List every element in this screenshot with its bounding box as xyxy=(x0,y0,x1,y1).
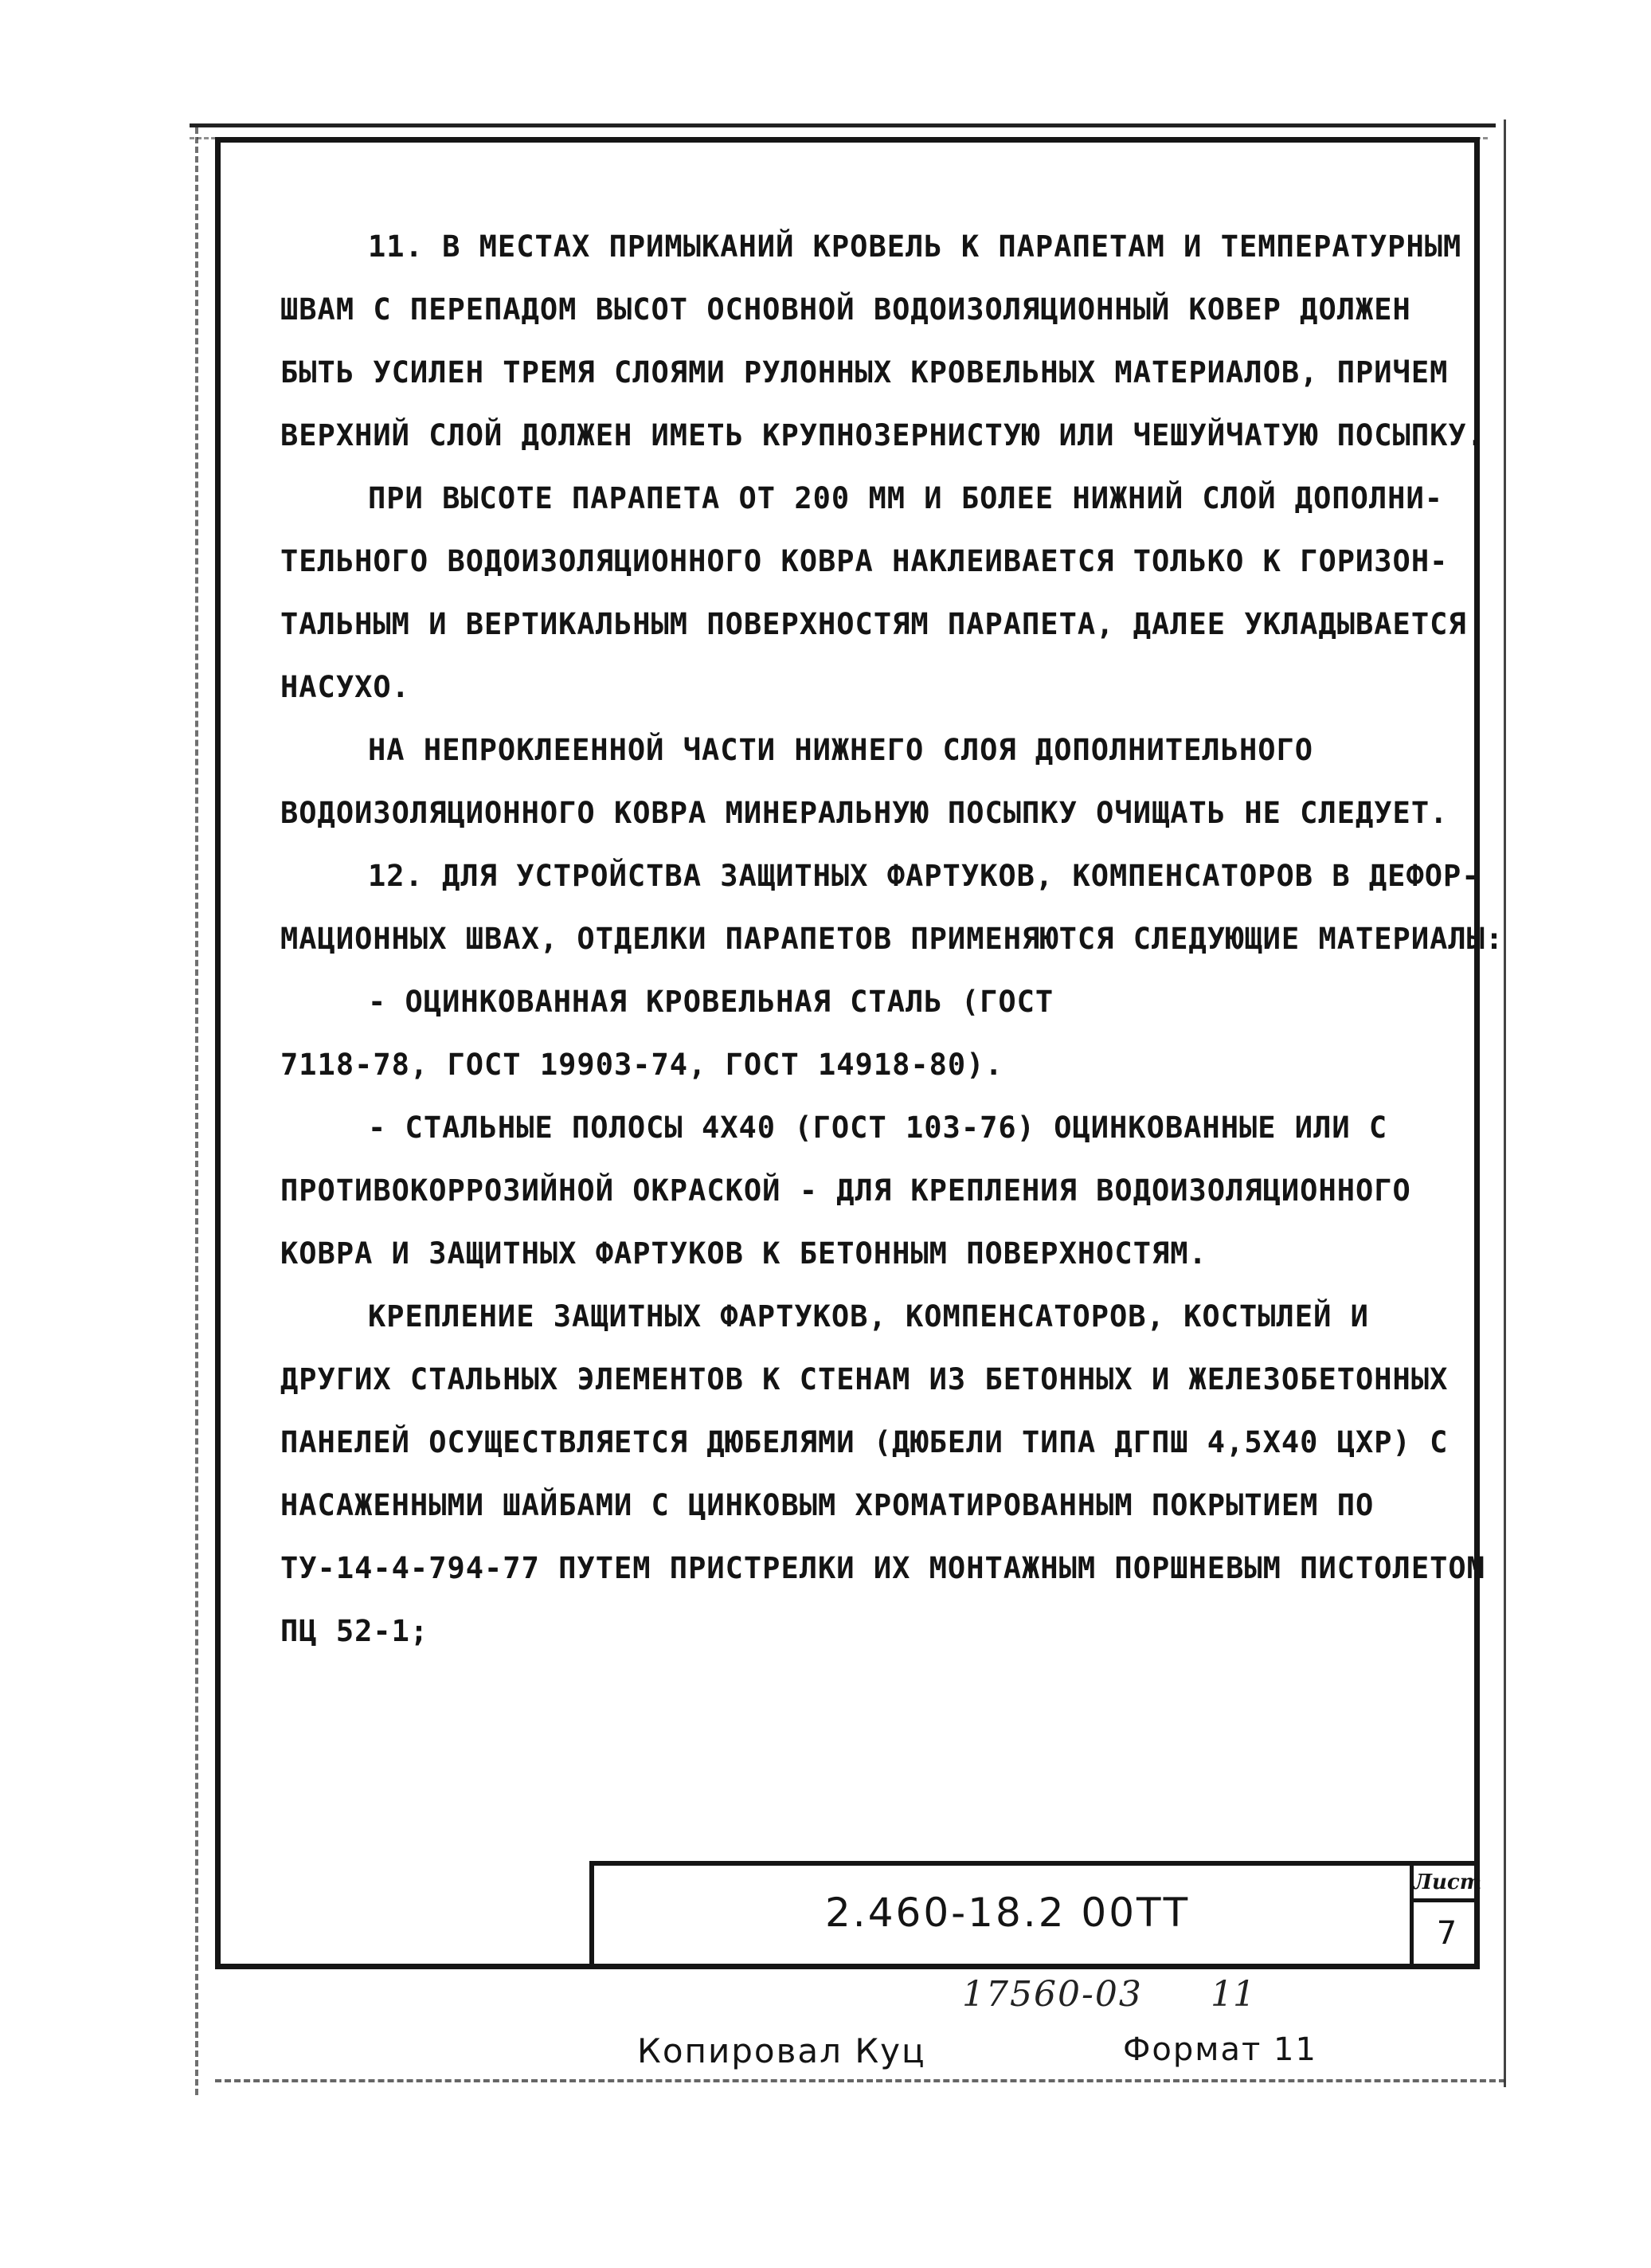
text-line: 12. ДЛЯ УСТРОЙСТВА ЗАЩИТНЫХ ФАРТУКОВ, КОМПЕНСАТОРОВ В ДЕФОР- xyxy=(368,859,1481,893)
text-line: НАСУХО. xyxy=(280,670,410,704)
text-line: - ОЦИНКОВАННАЯ КРОВЕЛЬНАЯ СТАЛЬ (ГОСТ xyxy=(368,985,1054,1019)
bottom-edge-line xyxy=(215,2079,1505,2082)
sheet-label: Лист xyxy=(1414,1866,1480,1902)
document-code: 2.460-18.2 00ТТ xyxy=(825,1890,1191,1936)
scan-edge-right xyxy=(1504,119,1506,2087)
paragraph-12 xyxy=(280,844,1504,970)
paragraph-steel xyxy=(280,970,1459,1096)
title-block xyxy=(589,1861,1480,1969)
text-line: ДРУГИХ СТАЛЬНЫХ ЭЛЕМЕНТОВ К СТЕНАМ ИЗ БЕТОННЫХ И ЖЕЛЕЗОБЕТОННЫХ xyxy=(280,1362,1449,1396)
sheet-number: 7 xyxy=(1436,1915,1457,1952)
paragraph-strips xyxy=(280,1096,1459,1285)
text-line: БЫТЬ УСИЛЕН ТРЕМЯ СЛОЯМИ РУЛОННЫХ КРОВЕЛЬНЫХ МАТЕРИАЛОВ, ПРИЧЕМ xyxy=(280,355,1449,390)
text-line: МАЦИОННЫХ ШВАХ, ОТДЕЛКИ ПАРАПЕТОВ ПРИМЕНЯЮТСЯ СЛЕДУЮЩИЕ МАТЕРИАЛЫ: xyxy=(280,922,1504,956)
paragraph-unglued xyxy=(280,719,1459,844)
text-line: НА НЕПРОКЛЕЕННОЙ ЧАСТИ НИЖНЕГО СЛОЯ ДОПОЛНИТЕЛЬНОГО xyxy=(368,733,1314,767)
text-line: ТУ-14-4-794-77 ПУТЕМ ПРИСТРЕЛКИ ИХ МОНТАЖНЫМ ПОРШНЕВЫМ ПИСТОЛЕТОМ xyxy=(280,1551,1485,1585)
text-line: 11. В МЕСТАХ ПРИМЫКАНИЙ КРОВЕЛЬ К ПАРАПЕТАМ И ТЕМПЕРАТУРНЫМ xyxy=(368,229,1462,264)
text-line: ПАНЕЛЕЙ ОСУЩЕСТВЛЯЕТСЯ ДЮБЕЛЯМИ (ДЮБЕЛИ ТИПА ДГПШ 4,5Х40 ЦХР) С xyxy=(280,1425,1449,1459)
inventory-part: 11 xyxy=(1211,1974,1255,2015)
document-body xyxy=(280,215,1504,1663)
text-line: НАСАЖЕННЫМИ ШАЙБАМИ С ЦИНКОВЫМ ХРОМАТИРОВАННЫМ ПОКРЫТИЕМ ПО xyxy=(280,1488,1375,1522)
text-line: КРЕПЛЕНИЕ ЗАЩИТНЫХ ФАРТУКОВ, КОМПЕНСАТОРОВ, КОСТЫЛЕЙ И xyxy=(368,1299,1369,1334)
text-line: ПРИ ВЫСОТЕ ПАРАПЕТА ОТ 200 ММ И БОЛЕЕ НИЖНИЙ СЛОЙ ДОПОЛНИ- xyxy=(368,481,1444,515)
text-line: КОВРА И ЗАЩИТНЫХ ФАРТУКОВ К БЕТОННЫМ ПОВЕРХНОСТЯМ. xyxy=(280,1236,1207,1271)
scan-edge-top xyxy=(190,123,1496,127)
inventory-number: 17560-03 xyxy=(962,1974,1143,2015)
text-line: ПРОТИВОКОРРОЗИЙНОЙ ОКРАСКОЙ - ДЛЯ КРЕПЛЕНИЯ ВОДОИЗОЛЯЦИОННОГО xyxy=(280,1173,1411,1208)
scan-edge-left xyxy=(195,127,198,2095)
paragraph-fastening xyxy=(280,1285,1485,1663)
text-line: ТАЛЬНЫМ И ВЕРТИКАЛЬНЫМ ПОВЕРХНОСТЯМ ПАРАПЕТА, ДАЛЕЕ УКЛАДЫВАЕТСЯ xyxy=(280,607,1467,641)
paragraph-parapet xyxy=(280,467,1467,719)
text-line: ПЦ 52-1; xyxy=(280,1614,429,1648)
paragraph-11 xyxy=(280,215,1485,467)
text-line: ШВАМ С ПЕРЕПАДОМ ВЫСОТ ОСНОВНОЙ ВОДОИЗОЛЯЦИОННЫЙ КОВЕР ДОЛЖЕН xyxy=(280,292,1411,327)
text-line: - СТАЛЬНЫЕ ПОЛОСЫ 4Х40 (ГОСТ 103-76) ОЦИНКОВАННЫЕ ИЛИ С xyxy=(368,1110,1388,1145)
text-line: ВЕРХНИЙ СЛОЙ ДОЛЖЕН ИМЕТЬ КРУПНОЗЕРНИСТУЮ ИЛИ ЧЕШУЙЧАТУЮ ПОСЫПКУ. xyxy=(280,418,1485,452)
sheet-cell xyxy=(1410,1866,1480,1969)
text-line: 7118-78, ГОСТ 19903-74, ГОСТ 14918-80). xyxy=(280,1048,1004,1082)
copied-by: Копировал Куц xyxy=(637,2031,926,2070)
text-line: ВОДОИЗОЛЯЦИОННОГО КОВРА МИНЕРАЛЬНУЮ ПОСЫПКУ ОЧИЩАТЬ НЕ СЛЕДУЕТ. xyxy=(280,796,1449,830)
text-line: ТЕЛЬНОГО ВОДОИЗОЛЯЦИОННОГО КОВРА НАКЛЕИВАЕТСЯ ТОЛЬКО К ГОРИЗОН- xyxy=(280,544,1449,578)
paper-format: Формат 11 xyxy=(1123,2031,1317,2068)
